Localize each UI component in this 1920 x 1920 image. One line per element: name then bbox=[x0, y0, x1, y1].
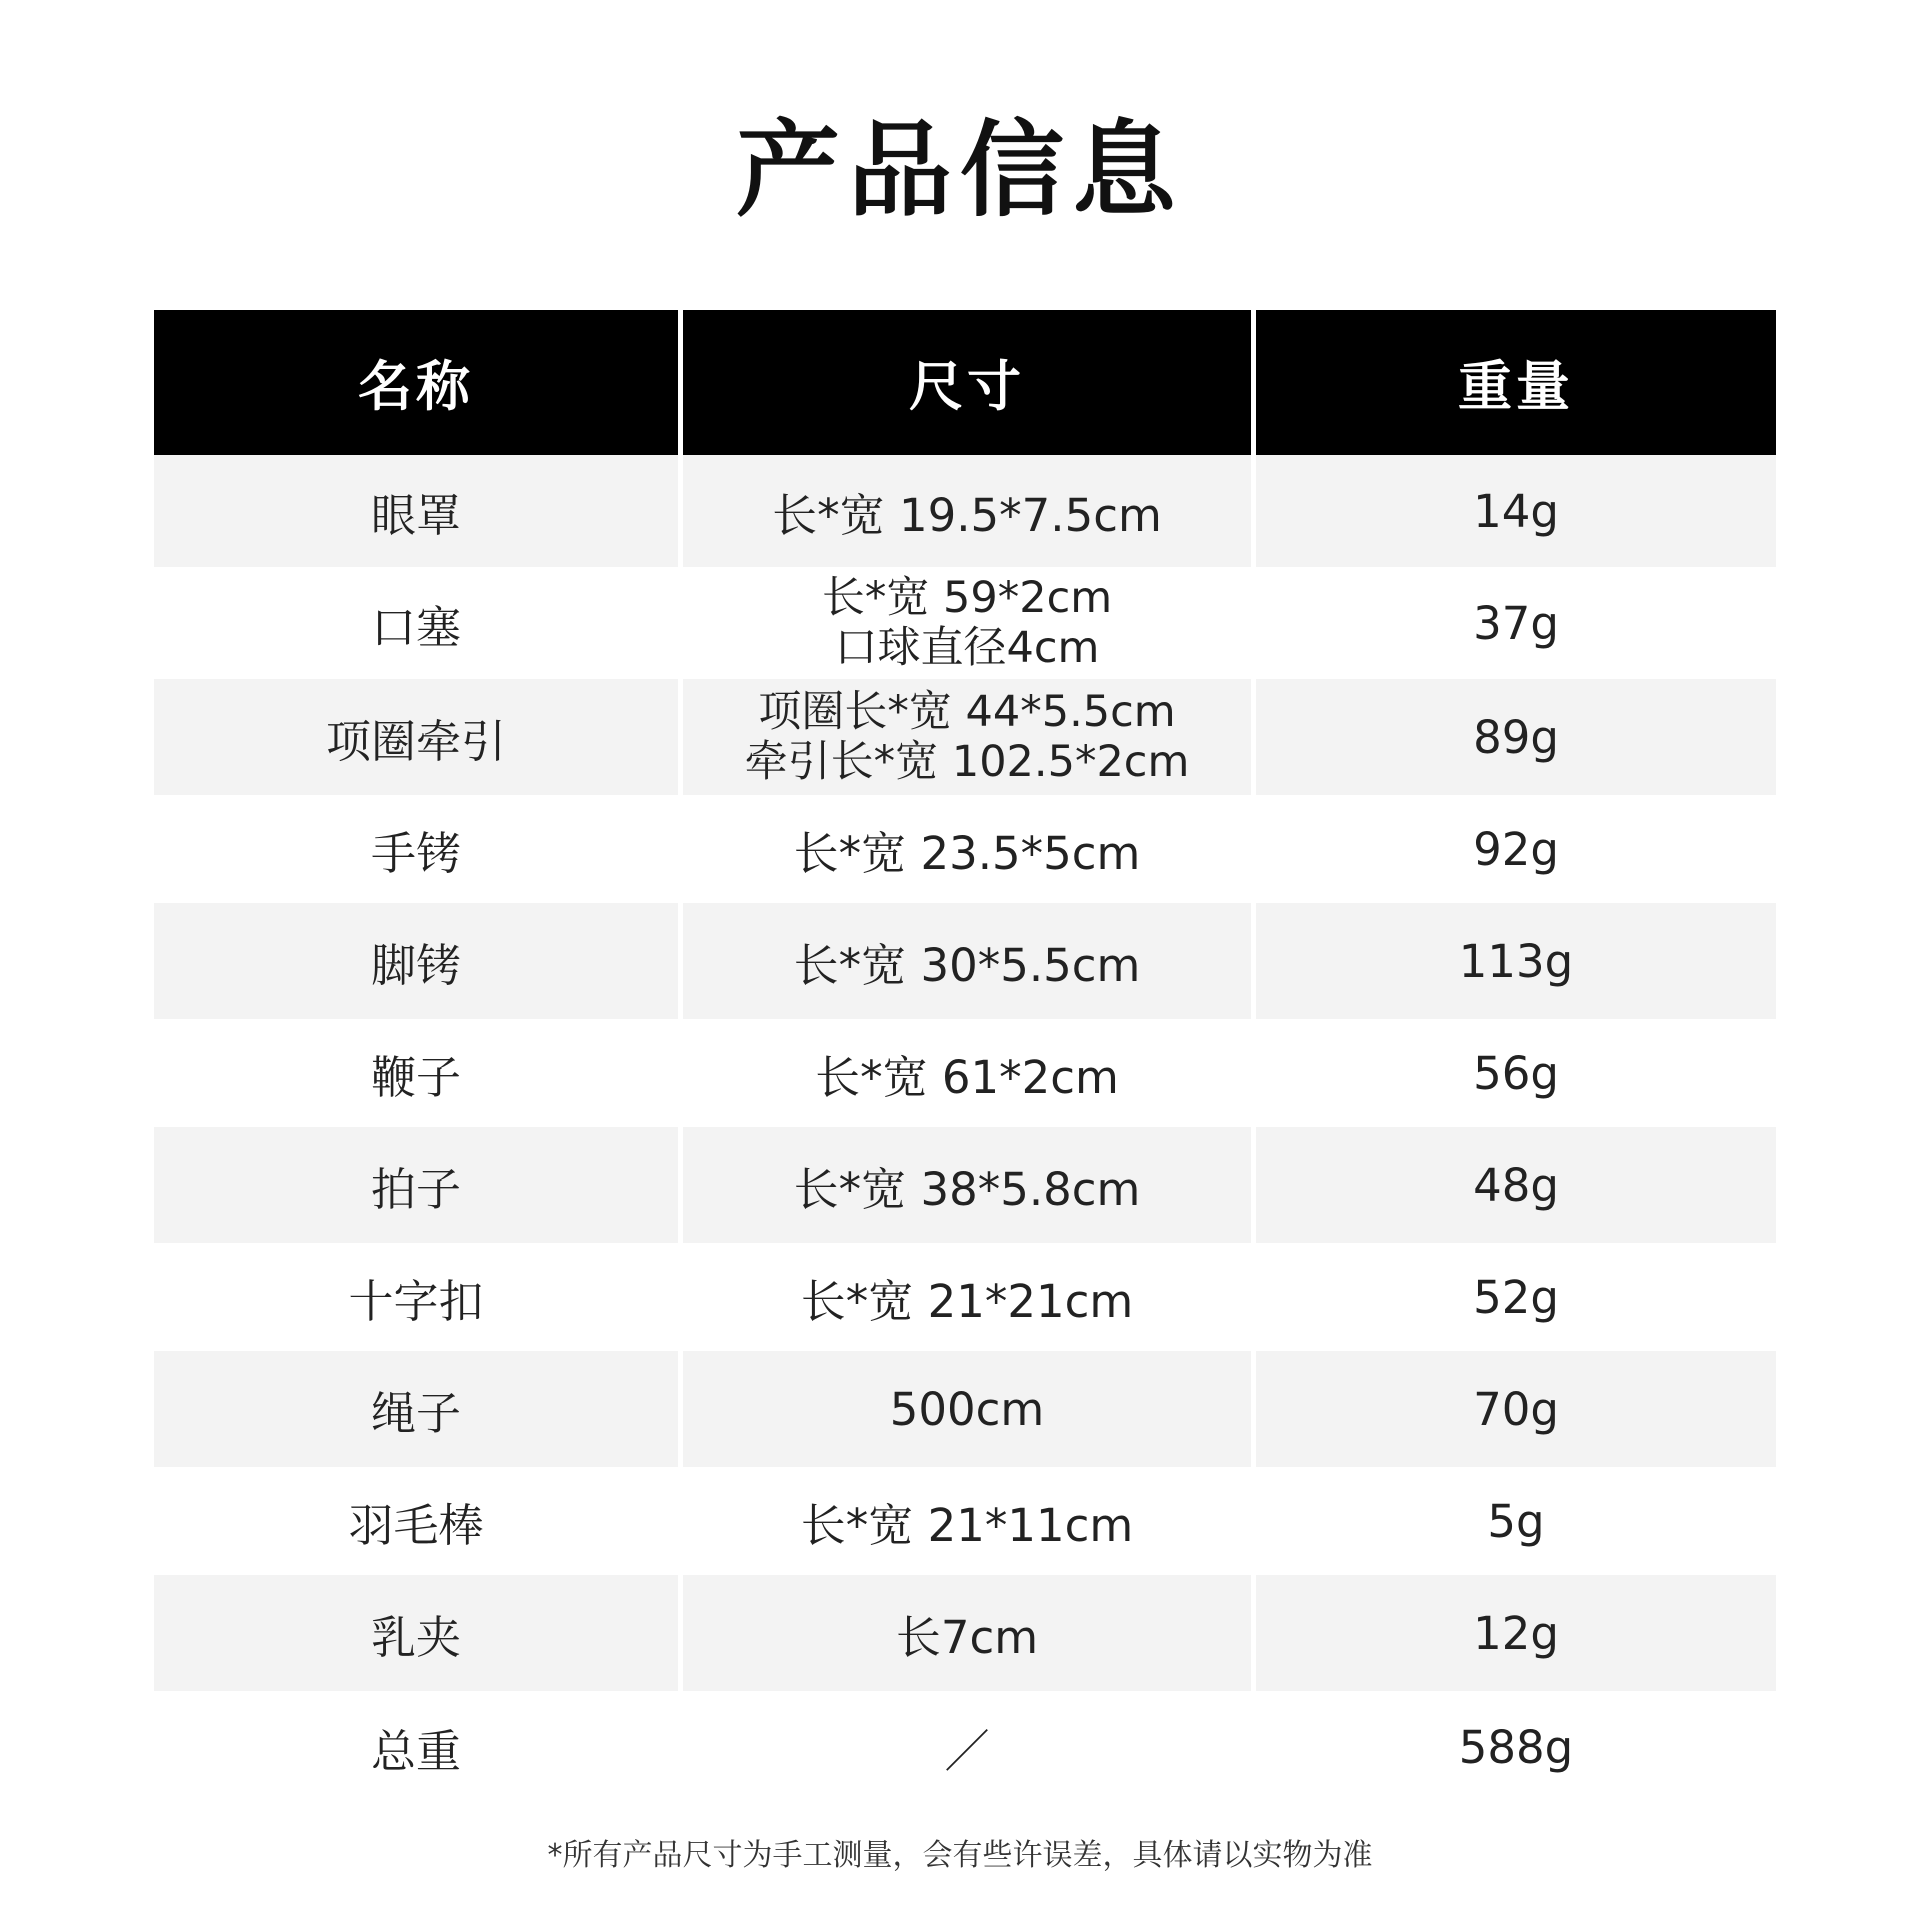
size-line: 牵引长*宽 102.5*2cm bbox=[744, 737, 1190, 787]
size-line: 长*宽 23.5*5cm bbox=[793, 826, 1141, 880]
size-line: 500cm bbox=[889, 1382, 1045, 1436]
product-weight-cell: 12g bbox=[1256, 1575, 1776, 1691]
product-name-cell: 项圈牵引 bbox=[154, 679, 678, 795]
size-line: 长*宽 59*2cm bbox=[821, 573, 1113, 623]
product-size-cell bbox=[683, 1575, 1251, 1691]
product-name-cell: 十字扣 bbox=[154, 1243, 678, 1351]
size-line: 长7cm bbox=[895, 1610, 1039, 1664]
product-name-cell: 总重 bbox=[154, 1691, 678, 1803]
size-line: 长*宽 21*11cm bbox=[800, 1498, 1134, 1552]
size-line: 口球直径4cm bbox=[834, 623, 1100, 673]
size-line: 长*宽 21*21cm bbox=[800, 1274, 1134, 1328]
product-weight-cell: 48g bbox=[1256, 1127, 1776, 1243]
table-row bbox=[154, 1019, 1776, 1127]
size-lines bbox=[801, 1265, 1133, 1330]
product-size-cell bbox=[683, 1351, 1251, 1467]
size-lines bbox=[772, 479, 1162, 544]
product-weight-cell: 70g bbox=[1256, 1351, 1776, 1467]
footnote: *所有产品尺寸为手工测量，会有些许误差，具体请以实物为准 bbox=[547, 1838, 1373, 1873]
table-row bbox=[154, 1243, 1776, 1351]
product-info-table bbox=[154, 310, 1776, 1803]
product-name-cell: 羽毛棒 bbox=[154, 1467, 678, 1575]
table-row bbox=[154, 455, 1776, 567]
table-row bbox=[154, 1127, 1776, 1243]
size-line: ／ bbox=[944, 1724, 990, 1778]
table-row bbox=[154, 903, 1776, 1019]
product-weight-cell: 92g bbox=[1256, 795, 1776, 903]
header-name: 名称 bbox=[154, 310, 678, 455]
size-lines bbox=[794, 1153, 1141, 1218]
product-weight-cell: 56g bbox=[1256, 1019, 1776, 1127]
size-line: 项圈长*宽 44*5.5cm bbox=[758, 687, 1176, 737]
product-size-cell bbox=[683, 1019, 1251, 1127]
table-row bbox=[154, 1575, 1776, 1691]
header-size: 尺寸 bbox=[683, 310, 1251, 455]
product-name-cell: 口塞 bbox=[154, 567, 678, 679]
product-weight-cell: 5g bbox=[1256, 1467, 1776, 1575]
size-lines bbox=[815, 1041, 1119, 1106]
size-lines bbox=[822, 573, 1112, 673]
size-lines bbox=[794, 929, 1141, 994]
table-header-row bbox=[154, 310, 1776, 455]
size-lines bbox=[944, 1715, 989, 1780]
product-name-cell: 手铐 bbox=[154, 795, 678, 903]
product-size-cell bbox=[683, 903, 1251, 1019]
size-lines bbox=[794, 817, 1141, 882]
product-weight-cell: 52g bbox=[1256, 1243, 1776, 1351]
product-name-cell: 鞭子 bbox=[154, 1019, 678, 1127]
header-weight: 重量 bbox=[1256, 310, 1776, 455]
product-size-cell bbox=[683, 567, 1251, 679]
product-size-cell bbox=[683, 455, 1251, 567]
size-lines bbox=[745, 687, 1190, 787]
product-weight-cell: 37g bbox=[1256, 567, 1776, 679]
size-line: 长*宽 19.5*7.5cm bbox=[772, 488, 1162, 542]
product-weight-cell: 588g bbox=[1256, 1691, 1776, 1803]
table-row bbox=[154, 679, 1776, 795]
size-lines bbox=[890, 1383, 1044, 1436]
product-size-cell bbox=[683, 679, 1251, 795]
size-line: 长*宽 61*2cm bbox=[815, 1050, 1119, 1104]
product-weight-cell: 113g bbox=[1256, 903, 1776, 1019]
size-lines bbox=[896, 1601, 1038, 1666]
product-name-cell: 眼罩 bbox=[154, 455, 678, 567]
product-size-cell bbox=[683, 1467, 1251, 1575]
table-row bbox=[154, 1467, 1776, 1575]
product-size-cell bbox=[683, 1243, 1251, 1351]
table-row bbox=[154, 567, 1776, 679]
product-name-cell: 脚铐 bbox=[154, 903, 678, 1019]
product-name-cell: 绳子 bbox=[154, 1351, 678, 1467]
product-size-cell bbox=[683, 795, 1251, 903]
size-lines bbox=[801, 1489, 1133, 1554]
table-row bbox=[154, 795, 1776, 903]
page-title: 产品信息 bbox=[735, 109, 1184, 231]
product-name-cell: 乳夹 bbox=[154, 1575, 678, 1691]
table-row bbox=[154, 1691, 1776, 1803]
product-name-cell: 拍子 bbox=[154, 1127, 678, 1243]
product-size-cell bbox=[683, 1127, 1251, 1243]
table-row bbox=[154, 1351, 1776, 1467]
size-line: 长*宽 38*5.8cm bbox=[793, 1162, 1141, 1216]
product-weight-cell: 14g bbox=[1256, 455, 1776, 567]
product-weight-cell: 89g bbox=[1256, 679, 1776, 795]
size-line: 长*宽 30*5.5cm bbox=[793, 938, 1141, 992]
product-size-cell bbox=[683, 1691, 1251, 1803]
